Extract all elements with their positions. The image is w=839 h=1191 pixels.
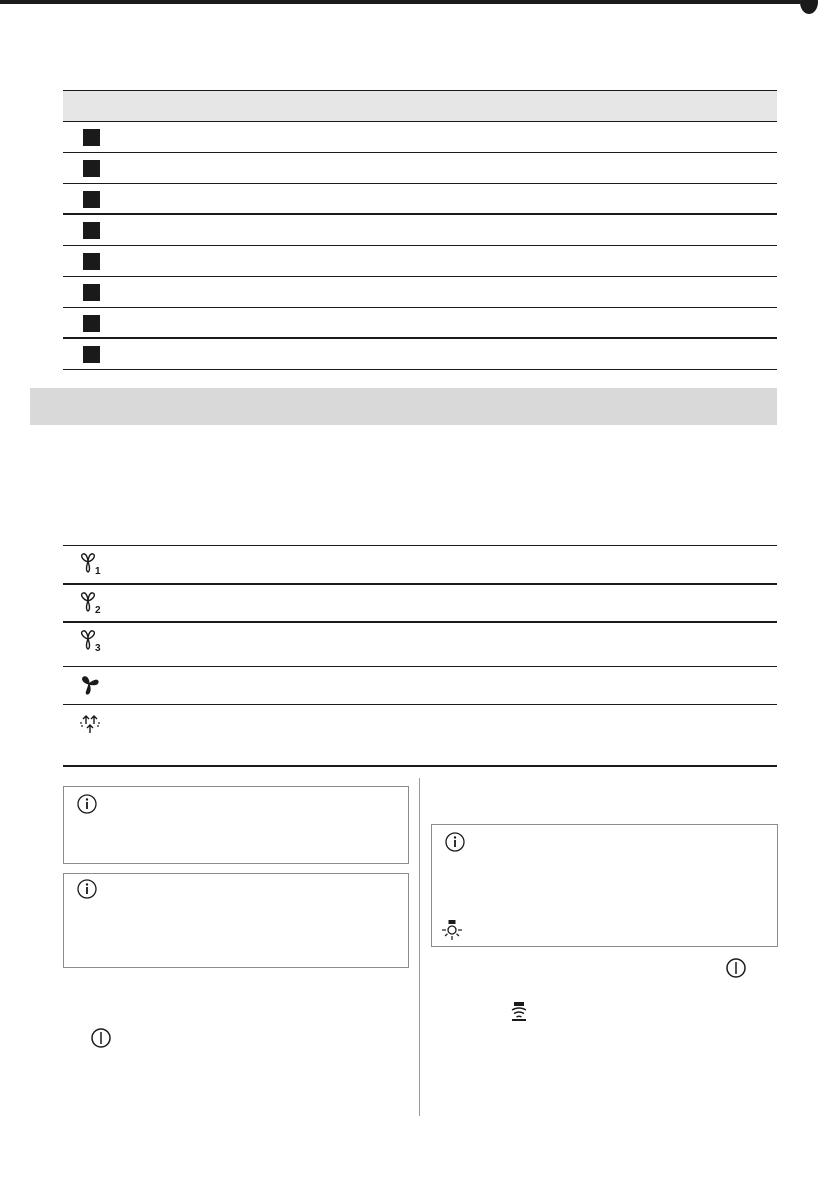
info-note	[431, 824, 778, 947]
table-row	[63, 215, 777, 246]
square-marker-icon	[83, 129, 100, 146]
table-row	[63, 704, 777, 765]
symbol-table	[63, 90, 777, 370]
power-icon	[90, 1027, 112, 1049]
light-bulb-icon	[441, 919, 463, 941]
square-marker-icon	[83, 191, 100, 208]
table-row	[63, 308, 777, 339]
table-row	[63, 184, 777, 215]
square-marker-icon	[83, 160, 100, 177]
fan-level-label: 1	[95, 566, 101, 577]
power-icon	[725, 957, 747, 979]
table-row	[63, 583, 777, 621]
square-marker-icon	[83, 284, 100, 301]
square-marker-icon	[83, 222, 100, 239]
table-row	[63, 153, 777, 184]
table-row	[63, 122, 777, 153]
info-icon	[77, 794, 97, 814]
fan-boost-icon	[77, 673, 107, 699]
square-marker-icon	[83, 253, 100, 270]
square-marker-icon	[83, 315, 100, 332]
fan-speed-2-icon	[77, 591, 107, 617]
hob2hood-icon	[509, 1001, 529, 1023]
fan-level-label: 3	[95, 643, 101, 654]
fan-speed-1-icon	[77, 552, 107, 578]
table-row	[63, 277, 777, 308]
table-row	[63, 666, 777, 704]
symbol-table-header	[63, 90, 777, 122]
page-top-rule-end	[800, 0, 818, 14]
fan-speed-3-icon	[77, 629, 107, 655]
info-icon	[445, 832, 465, 852]
info-note	[63, 873, 409, 968]
table-row	[63, 246, 777, 277]
info-note	[63, 786, 409, 864]
page-top-rule	[0, 0, 800, 4]
fan-speed-table	[63, 545, 777, 767]
auto-extraction-icon	[77, 711, 107, 737]
section-heading-band	[30, 388, 777, 425]
square-marker-icon	[83, 346, 100, 363]
fan-level-label: 2	[95, 605, 101, 616]
table-row	[63, 621, 777, 666]
column-divider	[419, 778, 420, 1116]
table-row	[63, 339, 777, 370]
table-row	[63, 545, 777, 583]
table-bottom-rule	[63, 765, 777, 767]
info-icon	[77, 879, 97, 899]
